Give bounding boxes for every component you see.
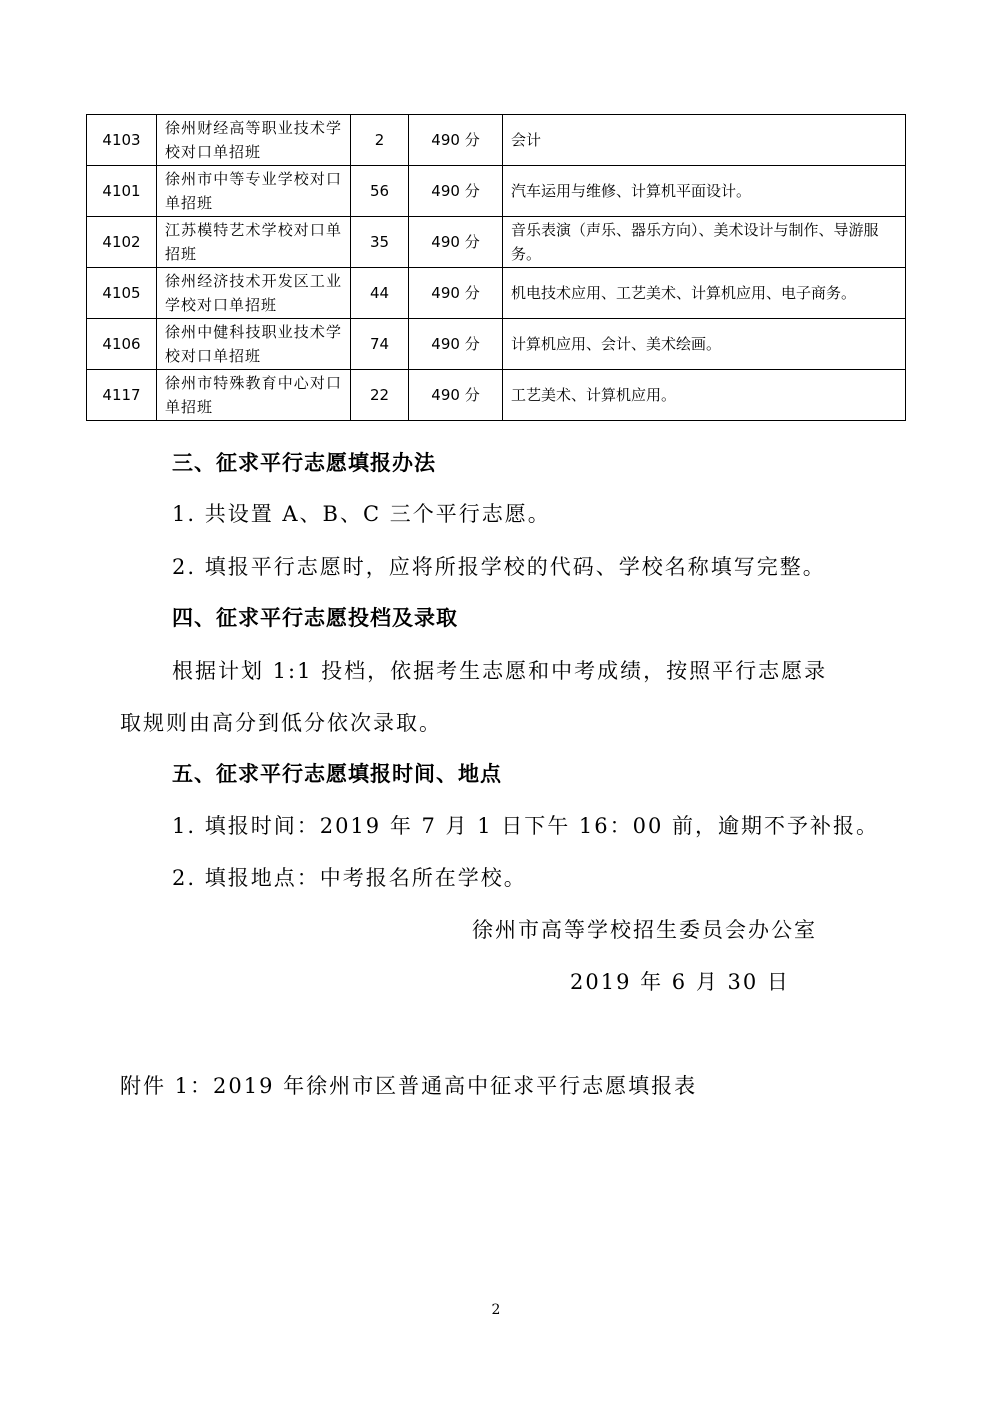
section5-item2: 2. 填报地点：中考报名所在学校。	[172, 866, 527, 890]
section4-heading: 四、征求平行志愿投档及录取	[172, 606, 458, 630]
score-line-cell: 490 分	[409, 166, 503, 217]
school-code-cell: 4117	[87, 370, 157, 421]
plan-count-cell: 74	[351, 319, 409, 370]
section5-item1: 1. 填报时间：2019 年 7 月 1 日下午 16：00 前，逾期不予补报。	[172, 814, 880, 838]
plan-count-cell: 44	[351, 268, 409, 319]
table-row	[87, 370, 906, 421]
score-line-cell: 490 分	[409, 115, 503, 166]
school-name-cell: 徐州经济技术开发区工业学校对口单招班	[157, 268, 351, 319]
section3-heading: 三、征求平行志愿填报办法	[172, 451, 436, 475]
majors-cell: 机电技术应用、工艺美术、计算机应用、电子商务。	[503, 268, 906, 319]
section3-item1: 1. 共设置 A、B、C 三个平行志愿。	[172, 502, 551, 526]
school-code-cell: 4106	[87, 319, 157, 370]
table-row	[87, 268, 906, 319]
majors-cell: 汽车运用与维修、计算机平面设计。	[503, 166, 906, 217]
plan-count-cell: 35	[351, 217, 409, 268]
section4-para-line1: 根据计划 1:1 投档，依据考生志愿和中考成绩，按照平行志愿录	[172, 659, 828, 683]
section5-heading: 五、征求平行志愿填报时间、地点	[172, 762, 502, 786]
signature-date: 2019 年 6 月 30 日	[570, 970, 790, 994]
signature-org: 徐州市高等学校招生委员会办公室	[472, 918, 817, 942]
majors-cell: 音乐表演（声乐、器乐方向）、美术设计与制作、导游服务。	[503, 217, 906, 268]
admission-plan-table	[86, 114, 906, 421]
score-line-cell: 490 分	[409, 319, 503, 370]
school-name-cell: 徐州市特殊教育中心对口单招班	[157, 370, 351, 421]
plan-count-cell: 56	[351, 166, 409, 217]
school-name-cell: 徐州市中等专业学校对口单招班	[157, 166, 351, 217]
majors-cell: 工艺美术、计算机应用。	[503, 370, 906, 421]
table-row	[87, 319, 906, 370]
table-row	[87, 166, 906, 217]
section4-para-line2: 取规则由高分到低分依次录取。	[120, 711, 442, 735]
score-line-cell: 490 分	[409, 217, 503, 268]
school-name-cell: 徐州中健科技职业技术学校对口单招班	[157, 319, 351, 370]
table-row	[87, 115, 906, 166]
table-row	[87, 217, 906, 268]
attachment-note: 附件 1：2019 年徐州市区普通高中征求平行志愿填报表	[120, 1074, 698, 1098]
school-code-cell: 4101	[87, 166, 157, 217]
plan-count-cell: 2	[351, 115, 409, 166]
score-line-cell: 490 分	[409, 370, 503, 421]
school-code-cell: 4105	[87, 268, 157, 319]
school-code-cell: 4103	[87, 115, 157, 166]
majors-cell: 计算机应用、会计、美术绘画。	[503, 319, 906, 370]
school-name-cell: 江苏模特艺术学校对口单招班	[157, 217, 351, 268]
plan-count-cell: 22	[351, 370, 409, 421]
majors-cell: 会计	[503, 115, 906, 166]
table-body	[87, 115, 906, 421]
score-line-cell: 490 分	[409, 268, 503, 319]
school-code-cell: 4102	[87, 217, 157, 268]
page-number: 2	[491, 1302, 501, 1318]
section3-item2: 2. 填报平行志愿时，应将所报学校的代码、学校名称填写完整。	[172, 555, 826, 579]
school-name-cell: 徐州财经高等职业技术学校对口单招班	[157, 115, 351, 166]
